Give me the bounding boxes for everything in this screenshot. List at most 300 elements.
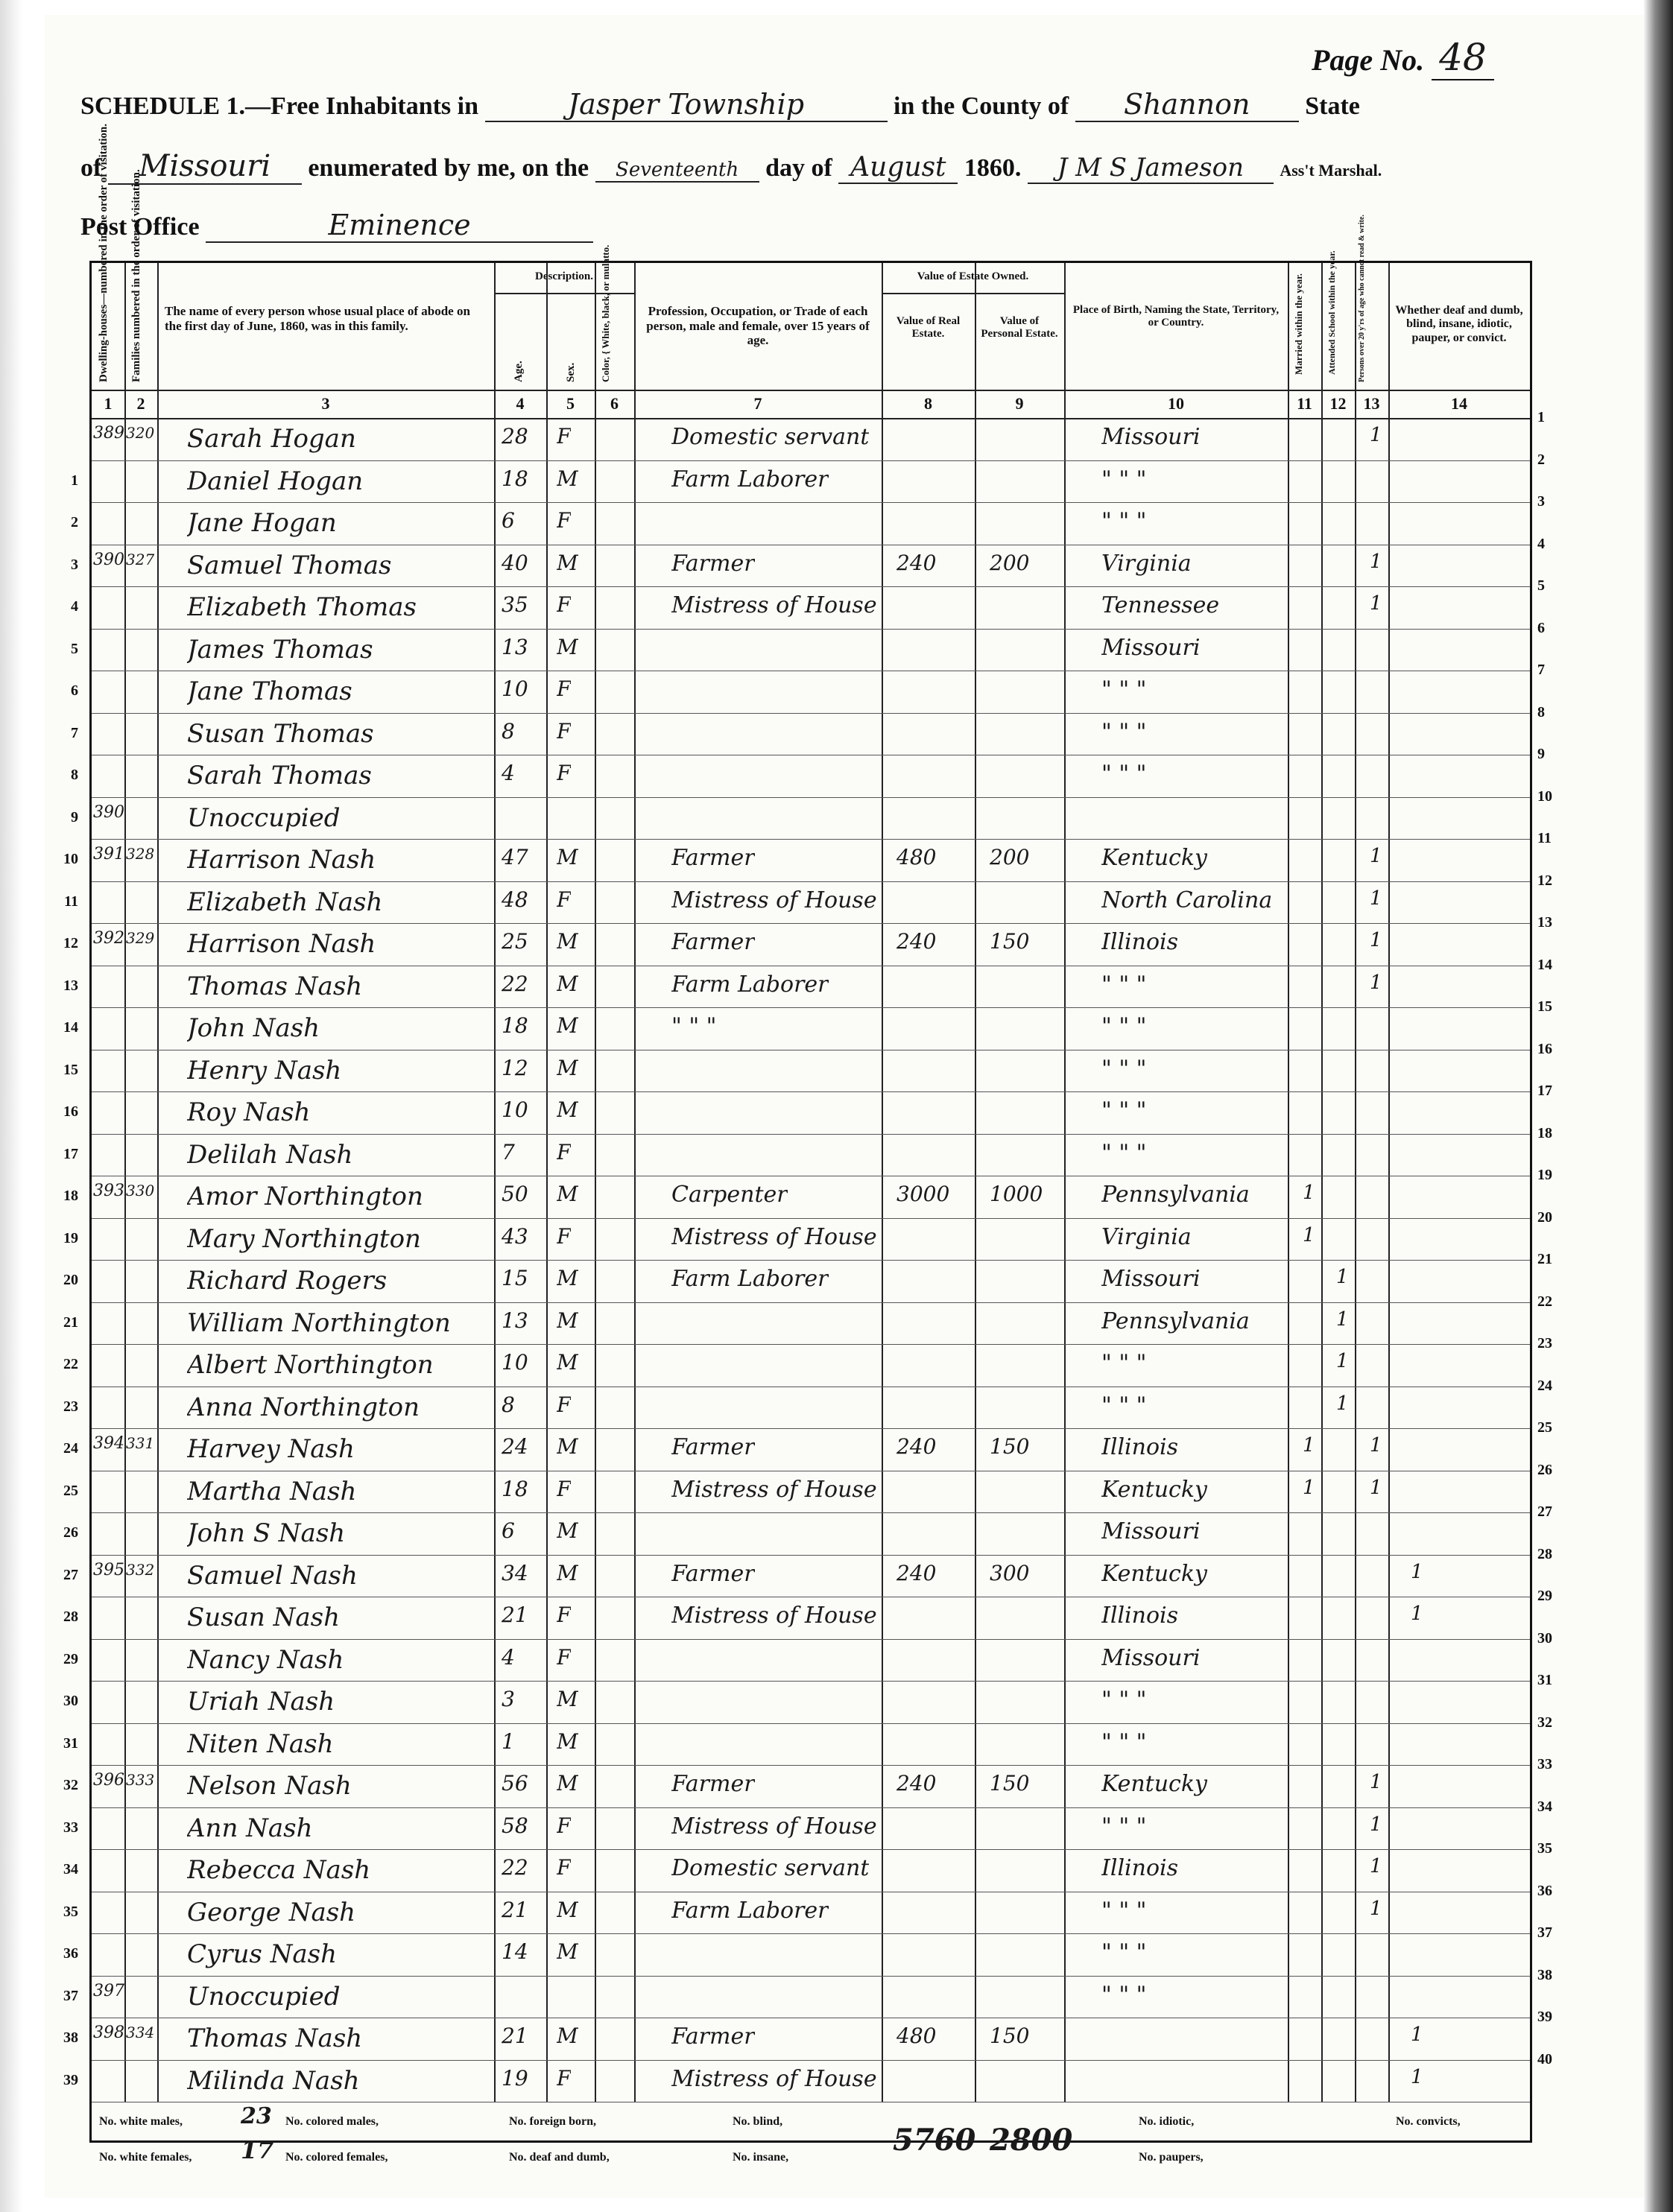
- schedule-line: SCHEDULE 1.—Free Inhabitants in Jasper Township in the County of Shannon State: [80, 88, 1360, 121]
- census-cell-age: 58: [502, 1813, 528, 1838]
- left-line-number: 12: [63, 935, 78, 952]
- census-cell-occ: Mistress of House: [671, 2065, 877, 2092]
- row-divider: [92, 502, 1530, 503]
- column-header-deaf: Whether deaf and dumb, blind, insane, idiotic, pauper, or convict.: [1395, 304, 1523, 344]
- census-cell-birth: " " ": [1101, 1728, 1147, 1755]
- column-divider: [1064, 263, 1066, 2102]
- column-divider: [1321, 263, 1323, 2102]
- census-cell-age: 13: [502, 634, 528, 659]
- census-cell-pe: 150: [990, 2024, 1030, 2048]
- census-cell-age: 48: [502, 887, 528, 912]
- marshal-field: J M S Jameson: [1028, 153, 1274, 184]
- row-divider: [92, 1512, 1530, 1513]
- census-cell-birth: " " ": [1101, 676, 1147, 703]
- left-line-number: 28: [63, 1609, 78, 1626]
- census-cell-occ: Farmer: [671, 550, 755, 577]
- census-cell-sex: M: [557, 1518, 578, 1543]
- right-line-number: 23: [1537, 1335, 1552, 1351]
- census-cell-occ: Farmer: [671, 1771, 755, 1797]
- row-divider: [92, 881, 1530, 882]
- census-cell-pe: 200: [990, 550, 1030, 575]
- census-cell-name: George Nash: [187, 1897, 356, 1927]
- census-cell-age: 22: [502, 1855, 528, 1880]
- census-cell-name: James Thomas: [187, 634, 373, 665]
- right-line-number: 34: [1537, 1798, 1552, 1815]
- left-line-number: 7: [71, 724, 78, 741]
- census-cell-dw: 390: [93, 802, 124, 822]
- column-header-estate: Value of Estate Owned.: [917, 270, 1029, 282]
- census-cell-birth: Missouri: [1101, 634, 1201, 661]
- census-cell-deaf: 1: [1411, 2065, 1423, 2088]
- right-line-number: 22: [1537, 1293, 1552, 1310]
- column-divider: [157, 263, 159, 2102]
- number-row-divider: [92, 418, 1530, 419]
- row-divider: [92, 1933, 1530, 1934]
- left-line-number: 24: [63, 1440, 78, 1457]
- census-cell-illit: 1: [1370, 550, 1382, 573]
- column-divider: [546, 263, 548, 2102]
- census-cell-name: Sarah Hogan: [187, 424, 356, 454]
- census-cell-illit: 1: [1370, 1855, 1382, 1877]
- row-divider: [92, 1260, 1530, 1261]
- census-cell-age: 56: [502, 1771, 528, 1796]
- left-line-number: 32: [63, 1777, 78, 1794]
- footer-paupers: No. paupers,: [1139, 2151, 1204, 2164]
- census-cell-dw: 389: [93, 424, 124, 443]
- column-header-real-estate: Value of Real Estate.: [896, 315, 961, 340]
- census-cell-re: 3000: [896, 1182, 950, 1206]
- census-cell-name: Uriah Nash: [187, 1687, 335, 1717]
- census-cell-deaf: 1: [1411, 2024, 1423, 2046]
- right-line-number: 1: [1537, 409, 1545, 425]
- right-line-number: 37: [1537, 1924, 1552, 1941]
- census-cell-married: 1: [1303, 1476, 1315, 1499]
- footer-convicts: No. convicts,: [1396, 2115, 1461, 2128]
- census-cell-birth: " " ": [1101, 1055, 1147, 1082]
- census-cell-occ: Mistress of House: [671, 1813, 877, 1839]
- census-cell-illit: 1: [1370, 1476, 1382, 1499]
- column-header-school: Attended School within the year.: [1326, 250, 1337, 375]
- census-cell-pe: 200: [990, 845, 1030, 869]
- footer-real-estate-total: 5760: [893, 2123, 976, 2158]
- census-cell-sex: M: [557, 1939, 578, 1964]
- census-cell-name: Jane Thomas: [187, 676, 352, 706]
- census-cell-name: Thomas Nash: [187, 971, 363, 1001]
- census-cell-birth: Illinois: [1101, 929, 1179, 955]
- census-cell-pe: 150: [990, 929, 1030, 954]
- left-line-number: 3: [71, 556, 78, 573]
- census-cell-name: Sarah Thomas: [187, 761, 372, 790]
- right-line-number: 12: [1537, 872, 1552, 889]
- census-cell-age: 3: [502, 1687, 515, 1711]
- right-line-number: 33: [1537, 1756, 1552, 1772]
- left-line-number: 21: [63, 1313, 78, 1331]
- left-line-number: 17: [63, 1145, 78, 1162]
- right-line-number: 24: [1537, 1377, 1552, 1394]
- left-line-number: 20: [63, 1272, 78, 1289]
- left-line-number: 30: [63, 1693, 78, 1710]
- census-cell-occ: Mistress of House: [671, 592, 877, 618]
- census-cell-illit: 1: [1370, 845, 1382, 867]
- row-divider: [92, 1428, 1530, 1429]
- column-header-occupation: Profession, Occupation, or Trade of each person, male and female, over 15 years of age.: [646, 304, 870, 348]
- census-cell-name: Nancy Nash: [187, 1644, 344, 1675]
- census-cell-re: 240: [896, 929, 937, 954]
- column-header-personal-estate: Value of Personal Estate.: [981, 315, 1058, 340]
- census-cell-illit: 1: [1370, 1897, 1382, 1920]
- census-cell-age: 15: [502, 1266, 528, 1290]
- census-cell-age: 24: [502, 1434, 528, 1459]
- census-cell-dw: 398: [93, 2024, 124, 2042]
- right-line-number: 27: [1537, 1503, 1552, 1520]
- column-header-age: Age.: [513, 361, 525, 382]
- left-line-number: 16: [63, 1103, 78, 1121]
- census-cell-sex: F: [557, 761, 572, 785]
- row-divider: [92, 1849, 1530, 1850]
- row-divider: [92, 2060, 1530, 2061]
- census-cell-age: 12: [502, 1055, 528, 1080]
- day-field: Seventeenth: [595, 159, 759, 183]
- census-cell-age: 47: [502, 845, 528, 869]
- right-line-number: 11: [1537, 830, 1552, 846]
- census-cell-sex: M: [557, 1308, 578, 1333]
- column-divider: [975, 263, 976, 2102]
- census-cell-pe: 300: [990, 1560, 1030, 1585]
- census-cell-illit: 1: [1370, 887, 1382, 910]
- footer-foreign-born: No. foreign born,: [509, 2115, 597, 2128]
- right-line-number: 13: [1537, 914, 1552, 931]
- left-line-number: 4: [71, 598, 78, 615]
- census-cell-age: 13: [502, 1308, 528, 1333]
- census-cell-birth: " " ": [1101, 1013, 1147, 1039]
- footer-deaf-dumb: No. deaf and dumb,: [509, 2151, 610, 2164]
- census-cell-birth: Kentucky: [1101, 1771, 1207, 1797]
- census-cell-age: 6: [502, 508, 515, 533]
- census-cell-name: Elizabeth Nash: [187, 887, 383, 917]
- census-cell-sex: M: [557, 929, 578, 954]
- census-cell-name: Richard Rogers: [187, 1266, 388, 1296]
- census-cell-name: William Northington: [187, 1308, 451, 1338]
- right-line-number: 40: [1537, 2050, 1552, 2067]
- census-cell-age: 43: [502, 1223, 528, 1249]
- census-cell-sex: F: [557, 1603, 572, 1627]
- left-line-number: 5: [71, 640, 78, 657]
- column-number: 12: [1329, 394, 1347, 413]
- post-office-field: Eminence: [206, 209, 593, 243]
- census-cell-dw: 391: [93, 845, 124, 863]
- column-number: 9: [1015, 394, 1024, 413]
- row-divider: [92, 460, 1530, 461]
- census-cell-occ: Farm Laborer: [671, 971, 829, 998]
- column-header-dwelling: [98, 270, 110, 382]
- right-line-number: 26: [1537, 1461, 1552, 1478]
- census-cell-re: 240: [896, 1771, 937, 1796]
- census-cell-occ: Domestic servant: [671, 1855, 870, 1881]
- census-cell-sex: M: [557, 1560, 578, 1585]
- census-cell-birth: Virginia: [1101, 1223, 1192, 1250]
- right-line-number: 28: [1537, 1545, 1552, 1562]
- census-cell-pe: 1000: [990, 1182, 1043, 1206]
- census-cell-sex: M: [557, 1182, 578, 1206]
- census-cell-age: 18: [502, 1013, 528, 1038]
- census-cell-illit: 1: [1370, 592, 1382, 615]
- census-cell-pe: 150: [990, 1771, 1030, 1796]
- column-number: 13: [1363, 394, 1380, 413]
- census-cell-sex: M: [557, 1350, 578, 1375]
- row-divider: [92, 1218, 1530, 1219]
- census-cell-name: Unoccupied: [187, 802, 341, 833]
- right-line-number: 15: [1537, 998, 1552, 1015]
- footer-idiotic: No. idiotic,: [1139, 2115, 1195, 2128]
- census-cell-occ: Mistress of House: [671, 1476, 877, 1503]
- left-line-number: 14: [63, 1019, 78, 1036]
- census-cell-fam: 330: [126, 1182, 155, 1200]
- census-cell-occ: Farmer: [671, 1434, 755, 1460]
- left-line-number: 29: [63, 1650, 78, 1667]
- left-line-number: 15: [63, 1061, 78, 1078]
- census-cell-birth: Missouri: [1101, 424, 1201, 450]
- left-line-number: 11: [64, 893, 78, 910]
- census-cell-birth: North Carolina: [1101, 887, 1273, 913]
- census-cell-age: 35: [502, 592, 528, 617]
- right-line-number: 31: [1537, 1672, 1552, 1688]
- census-cell-fam: 329: [126, 929, 155, 947]
- right-line-number: 35: [1537, 1840, 1552, 1857]
- row-divider: [92, 1807, 1530, 1808]
- footer-insane: No. insane,: [733, 2151, 789, 2164]
- column-divider: [634, 263, 636, 2102]
- census-cell-sex: M: [557, 466, 578, 491]
- row-divider: [92, 1007, 1530, 1008]
- right-line-number: 5: [1537, 577, 1545, 594]
- census-cell-birth: " " ": [1101, 1139, 1147, 1166]
- census-cell-age: 4: [502, 761, 515, 785]
- census-cell-occ: Domestic servant: [671, 424, 870, 450]
- census-cell-age: 1: [502, 1728, 515, 1754]
- column-number: 2: [136, 394, 145, 413]
- census-cell-illit: 1: [1370, 1434, 1382, 1457]
- row-divider: [92, 1976, 1530, 1977]
- row-divider: [92, 1723, 1530, 1724]
- census-cell-deaf: 1: [1411, 1560, 1423, 1583]
- census-cell-birth: " " ": [1101, 718, 1147, 745]
- column-header-name: The name of every person whose usual place of abode on the first day of June, 1860, was in this family.: [165, 304, 470, 333]
- description-divider: [494, 293, 634, 294]
- right-line-number: 2: [1537, 451, 1545, 468]
- right-line-number: 18: [1537, 1124, 1552, 1141]
- census-cell-birth: Kentucky: [1101, 1560, 1207, 1587]
- census-cell-age: 34: [502, 1560, 528, 1585]
- left-line-number: 1: [71, 472, 78, 489]
- column-divider: [494, 263, 496, 2102]
- census-cell-name: John Nash: [187, 1013, 320, 1043]
- census-cell-name: Harrison Nash: [187, 845, 376, 875]
- census-cell-dw: 396: [93, 1771, 124, 1790]
- census-cell-school: 1: [1336, 1308, 1349, 1331]
- census-cell-name: Albert Northington: [187, 1350, 434, 1380]
- census-cell-illit: 1: [1370, 1813, 1382, 1836]
- census-cell-married: 1: [1303, 1223, 1315, 1246]
- census-cell-name: Elizabeth Thomas: [187, 592, 417, 622]
- column-number: 11: [1297, 394, 1312, 413]
- footer-colored-females: No. colored females,: [285, 2151, 388, 2164]
- census-cell-dw: 394: [93, 1434, 124, 1453]
- census-cell-name: Unoccupied: [187, 1981, 341, 2012]
- census-cell-sex: F: [557, 592, 572, 617]
- right-line-number: 32: [1537, 1714, 1552, 1731]
- census-cell-age: 6: [502, 1518, 515, 1543]
- left-line-number: 2: [71, 514, 78, 531]
- census-cell-birth: Virginia: [1101, 550, 1192, 577]
- census-cell-pe: 150: [990, 1434, 1030, 1459]
- right-line-number: 6: [1537, 619, 1545, 636]
- left-line-number: 18: [63, 1188, 78, 1205]
- census-cell-name: Susan Nash: [187, 1603, 340, 1632]
- census-cell-occ: Farmer: [671, 845, 755, 871]
- census-cell-fam: 327: [126, 550, 155, 568]
- right-line-number: 16: [1537, 1040, 1552, 1057]
- right-line-number: 10: [1537, 787, 1552, 805]
- right-line-number: 29: [1537, 1588, 1552, 1604]
- column-divider: [595, 263, 596, 2102]
- census-cell-name: Cyrus Nash: [187, 1939, 337, 1969]
- column-divider: [1355, 263, 1356, 2102]
- column-number: 7: [753, 394, 762, 413]
- census-cell-name: Rebecca Nash: [187, 1855, 371, 1885]
- census-cell-age: 8: [502, 1392, 515, 1417]
- census-cell-age: 14: [502, 1939, 528, 1964]
- row-divider: [92, 586, 1530, 587]
- census-cell-birth: Missouri: [1101, 1644, 1201, 1671]
- census-cell-sex: M: [557, 971, 578, 996]
- census-cell-occ: Farmer: [671, 1560, 755, 1587]
- left-line-number: 38: [63, 2029, 78, 2047]
- census-cell-sex: F: [557, 424, 572, 449]
- census-cell-occ: Farm Laborer: [671, 1266, 829, 1292]
- census-cell-sex: F: [557, 508, 572, 533]
- month-field: August: [838, 152, 958, 184]
- census-cell-age: 8: [502, 718, 515, 744]
- left-line-number: 31: [63, 1734, 78, 1752]
- census-cell-birth: Pennsylvania: [1101, 1182, 1250, 1208]
- census-cell-sex: M: [557, 550, 578, 575]
- census-cell-sex: M: [557, 1728, 578, 1754]
- census-cell-dw: 395: [93, 1560, 124, 1579]
- footer-white-females: No. white females,: [99, 2151, 192, 2164]
- census-cell-birth: " " ": [1101, 761, 1147, 787]
- census-cell-illit: 1: [1370, 971, 1382, 994]
- census-cell-fam: 320: [126, 424, 155, 442]
- census-cell-birth: " " ": [1101, 1350, 1147, 1376]
- census-cell-birth: " " ": [1101, 1097, 1147, 1124]
- census-cell-birth: " " ": [1101, 1687, 1147, 1713]
- column-number: 6: [610, 394, 619, 413]
- column-number: 14: [1451, 394, 1467, 413]
- column-number: 10: [1168, 394, 1184, 413]
- census-cell-sex: M: [557, 1897, 578, 1922]
- census-cell-name: Nelson Nash: [187, 1771, 352, 1801]
- left-line-number: 10: [63, 851, 78, 868]
- right-line-number: 8: [1537, 703, 1545, 720]
- census-cell-age: 22: [502, 971, 528, 996]
- left-line-number: 23: [63, 1398, 78, 1415]
- page-number: Page No. 48: [1312, 36, 1494, 79]
- census-cell-sex: M: [557, 1687, 578, 1711]
- scan-edge-right: [1643, 0, 1673, 2212]
- census-cell-birth: " " ": [1101, 1939, 1147, 1965]
- census-cell-sex: M: [557, 1266, 578, 1290]
- census-cell-name: Daniel Hogan: [187, 466, 364, 496]
- left-line-number: 34: [63, 1861, 78, 1878]
- census-cell-occ: Farmer: [671, 929, 755, 955]
- row-divider: [92, 1639, 1530, 1640]
- row-divider: [92, 1344, 1530, 1345]
- census-cell-married: 1: [1303, 1182, 1315, 1204]
- column-number: 8: [924, 394, 932, 413]
- census-cell-sex: F: [557, 718, 572, 744]
- census-cell-birth: Illinois: [1101, 1855, 1179, 1881]
- state-field: Missouri: [108, 149, 302, 185]
- census-cell-fam: 332: [126, 1560, 155, 1579]
- right-line-number: 9: [1537, 746, 1545, 762]
- census-cell-age: 4: [502, 1644, 515, 1670]
- footer-white-males: No. white males,: [99, 2115, 183, 2128]
- row-divider: [92, 1134, 1530, 1135]
- census-cell-sex: F: [557, 1813, 572, 1838]
- left-line-number: 22: [63, 1356, 78, 1373]
- census-cell-age: 28: [502, 424, 528, 449]
- enumeration-line: of Missouri enumerated by me, on the Seventeenth day of August 1860. J M S Jameson Ass't Marshal.: [80, 149, 1382, 183]
- column-header-color: Color, { White, black, or mulatto.: [600, 244, 611, 382]
- census-cell-birth: " " ": [1101, 1981, 1147, 2008]
- census-cell-sex: F: [557, 887, 572, 912]
- column-number: 1: [104, 394, 113, 413]
- census-cell-sex: F: [557, 1392, 572, 1417]
- census-cell-name: Anna Northington: [187, 1392, 420, 1422]
- census-cell-name: Henry Nash: [187, 1055, 342, 1086]
- left-line-number: 37: [63, 1987, 78, 2004]
- county-field: Shannon: [1075, 88, 1299, 122]
- census-cell-occ: " " ": [671, 1013, 717, 1039]
- census-cell-name: Susan Thomas: [187, 718, 374, 749]
- census-cell-dw: 392: [93, 929, 124, 948]
- census-cell-deaf: 1: [1411, 1603, 1423, 1625]
- post-office-line: Post Office Eminence: [80, 209, 593, 243]
- right-line-number: 39: [1537, 2009, 1552, 2025]
- row-divider: [92, 839, 1530, 840]
- census-cell-illit: 1: [1370, 1771, 1382, 1793]
- census-cell-age: 10: [502, 1097, 528, 1122]
- census-cell-age: 19: [502, 2065, 528, 2091]
- census-cell-sex: F: [557, 1139, 572, 1164]
- census-cell-name: Mary Northington: [187, 1223, 421, 1254]
- left-line-number: 26: [63, 1524, 78, 1541]
- census-cell-fam: 334: [126, 2024, 155, 2041]
- right-line-number: 20: [1537, 1208, 1552, 1226]
- census-cell-age: 10: [502, 676, 528, 701]
- census-cell-sex: F: [557, 2065, 572, 2091]
- census-cell-name: Milinda Nash: [187, 2065, 360, 2096]
- census-cell-birth: Missouri: [1101, 1518, 1201, 1544]
- census-cell-occ: Farm Laborer: [671, 1897, 829, 1924]
- column-header-description: Description.: [535, 270, 593, 282]
- census-cell-name: Roy Nash: [187, 1097, 311, 1127]
- census-cell-fam: 328: [126, 845, 155, 863]
- left-line-number: 6: [71, 682, 78, 700]
- census-cell-birth: " " ": [1101, 508, 1147, 534]
- row-divider: [92, 629, 1530, 630]
- census-cell-birth: Illinois: [1101, 1603, 1179, 1629]
